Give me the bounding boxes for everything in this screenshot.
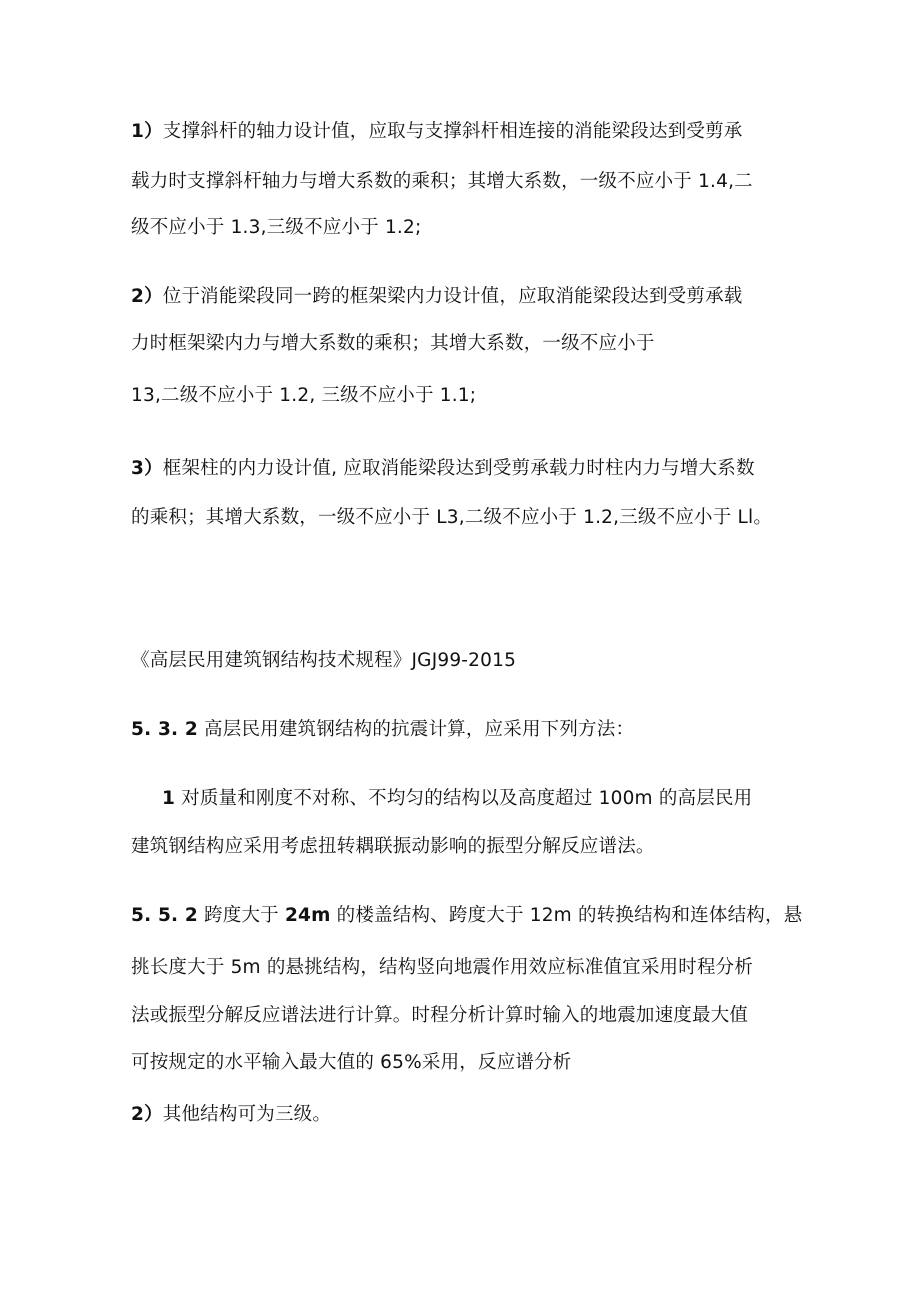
clause-number: 5. 3. 2 [131,719,198,740]
subitem1-line1 [162,786,752,812]
item-text: 框架柱的内力设计值, 应取消能梁段达到受剪承载力时柱内力与增大系数 [162,458,755,479]
item3-line1 [131,456,755,482]
clause-5-5-2-line3: 法或振型分解反应谱法进行计算。时程分析计算时输入的地震加速度最大值 [131,1005,749,1026]
standard-title: 《高层民用建筑钢结构技术规程》JGJ99-2015 [131,650,517,671]
item2-line2: 力时框架梁内力与增大系数的乘积；其增大系数，一级不应小于 [131,333,655,354]
clause-5-5-2-line1 [131,903,802,929]
item-text: 位于消能梁段同一跨的框架梁内力设计值，应取消能梁段达到受剪承载 [162,286,743,307]
clause-text: 高层民用建筑钢结构的抗震计算，应采用下列方法： [197,719,635,740]
item1-line3: 级不应小于 1.3,三级不应小于 1.2; [131,217,422,238]
subitem1-line2: 建筑钢结构应采用考虑扭转耦联振动影响的振型分解反应谱法。 [131,836,655,857]
item-text: 支撑斜杆的轴力设计值，应取与支撑斜杆相连接的消能梁段达到受剪承 [162,121,743,142]
item-number: 2） [131,1104,163,1125]
clause-text-rest: 的楼盖结构、跨度大于 12m 的转换结构和连体结构，悬 [330,905,803,926]
span-value: 24m [284,905,331,926]
clause-5-3-2 [131,717,634,743]
clause-text-pre: 跨度大于 [197,905,285,926]
clause-number: 5. 5. 2 [131,905,198,926]
item-number: 1） [131,121,163,142]
item3-line2: 的乘积；其增大系数，一级不应小于 L3,二级不应小于 1.2,三级不应小于 Ll。 [131,507,773,528]
item-text: 其他结构可为三级。 [162,1104,332,1125]
clause-5-5-2-line4: 可按规定的水平输入最大值的 65%采用，反应谱分析 [131,1052,572,1073]
item2-other-line [131,1102,331,1128]
item1-line1 [131,119,742,145]
item-number: 3） [131,458,163,479]
subitem-text: 对质量和刚度不对称、不均匀的结构以及高度超过 100m 的高层民用 [175,788,753,809]
item2-line3: 13,二级不应小于 1.2, 三级不应小于 1.1; [131,385,477,406]
item1-line2: 载力时支撑斜杆轴力与增大系数的乘积；其增大系数，一级不应小于 1.4,二 [131,171,753,192]
item2-line1 [131,284,742,310]
subitem-number: 1 [162,788,176,809]
item-number: 2） [131,286,163,307]
clause-5-5-2-line2: 挑长度大于 5m 的悬挑结构，结构竖向地震作用效应标准值宜采用时程分析 [131,957,754,978]
